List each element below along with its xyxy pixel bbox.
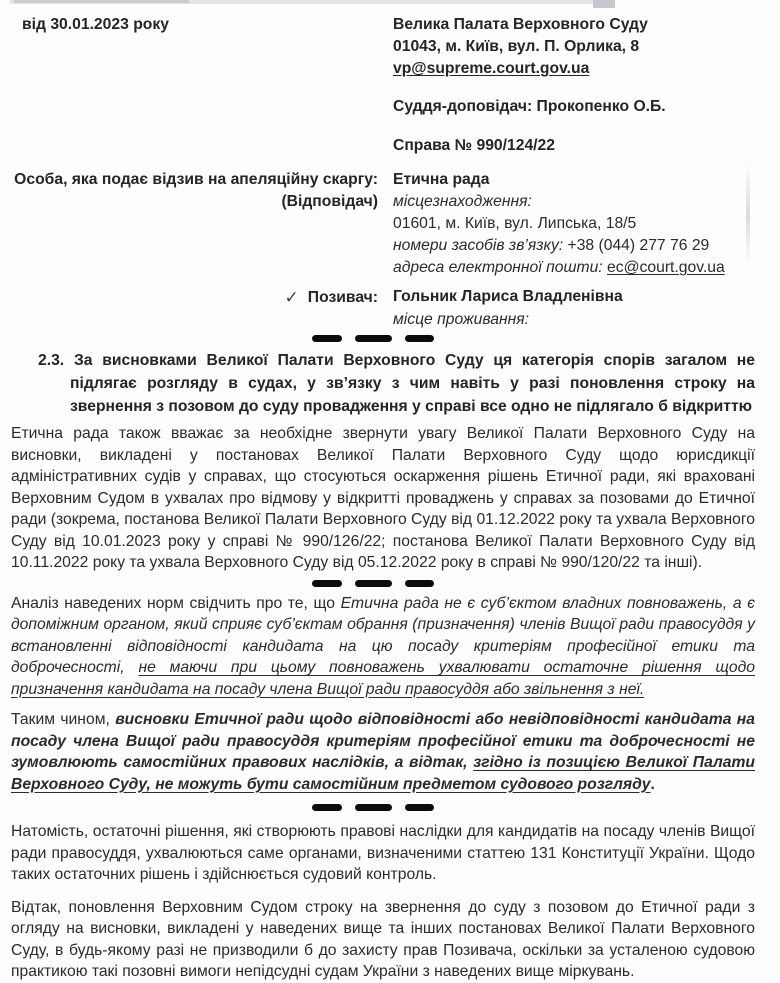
respondent-phone-label: номери засобів зв’язку: — [393, 237, 564, 254]
scan-artifact-top-blob — [593, 0, 615, 8]
court-address: 01043, м. Київ, вул. П. Орлика, 8 — [393, 38, 640, 55]
case-number: Справа № 990/124/22 — [393, 137, 555, 154]
document-header — [11, 14, 755, 157]
paragraph-2-lead: Аналіз наведених норм свідчить про те, що — [11, 594, 341, 612]
respondent-location-label: місцезнаходження: — [393, 193, 532, 210]
judge-line: Суддя-доповідач: Прокопенко О.Б. — [393, 98, 666, 115]
spacer — [393, 80, 755, 96]
scan-artifact-right-smudge — [746, 165, 750, 265]
redaction-bar — [355, 580, 392, 587]
redaction-bar — [405, 804, 434, 811]
respondent-email: ec@court.gov.ua — [607, 259, 725, 276]
paragraph-2 — [11, 593, 755, 701]
redaction-bar — [355, 335, 392, 342]
respondent-label-column — [11, 169, 378, 279]
plaintiff-name: Гольник Лариса Владленівна — [393, 288, 623, 305]
redaction-bar — [405, 335, 434, 342]
plaintiff-details-column — [393, 285, 755, 331]
redaction-bar — [312, 804, 342, 811]
plaintiff-label-column — [11, 285, 378, 331]
section-heading — [11, 349, 755, 418]
plaintiff-residence-label: місце проживання: — [393, 311, 529, 328]
respondent-label: Особа, яка подає відзив на апеляційну скаргу: — [14, 171, 378, 188]
respondent-phone: +38 (044) 277 76 29 — [567, 237, 710, 254]
redaction-bar — [312, 580, 342, 587]
respondent-name: Етична рада — [393, 171, 490, 188]
header-left-column — [11, 14, 378, 157]
plaintiff-label: Позивач: — [307, 289, 378, 306]
respondent-address: 01601, м. Київ, вул. Липська, 18/5 — [393, 215, 637, 232]
redaction-bar — [405, 580, 434, 587]
paragraph-1: Етична рада також вважає за необхідне звернути увагу Великої Палати Верховного Суду на висновки, викладені у постановах Великої Палати Верховного Суду щодо юрисдикції адміністративних судів у справах, що стосуються оскарження рішень Етичної ради, які враховані Верховним Судом в ухвалах про відмову у відкритті проваджень у справах за позовами до Етичної ради (зокрема, постанова Великої Палати Верховного Суду від 01.12.2022 року та ухвала Верховного Суду від 10.01.2023 року у справі № 990/126/22; постанова Великої Палати Верховного Суду від 10.11.2022 року та ухвала Верховного Суду від 05.12.2022 року в справі № 990/120/22 та інші). — [11, 425, 755, 571]
redaction-bars-group — [312, 580, 755, 587]
respondent-email-line — [393, 257, 755, 279]
court-name: Велика Палата Верховного Суду — [393, 16, 648, 33]
redaction-bar — [355, 804, 392, 811]
respondent-phone-line — [393, 235, 755, 257]
scan-artifact-top-dark-strip — [14, 0, 189, 3]
paragraph-3 — [11, 709, 755, 795]
respondent-email-label: адреса електронної пошти: — [393, 259, 603, 276]
paragraph-3-lead: Таким чином, — [11, 711, 116, 728]
paragraph-4: Натомість, остаточні рішення, які створюють правові наслідки для кандидатів на посаду членів Вищої ради правосуддя, ухвалюються саме органами, визначеними статтею 131 Конституції України. Щодо таких остаточних рішень і здійснюється судовий контроль. — [11, 823, 755, 883]
paragraph-5: Відтак, поновлення Верховним Судом строку на звернення до суду з позовом до Етичної ради з огляду на висновки, викладені у наведених вище та інших постановах Великої Палати Верховного Суду, в будь-якому разі не призводили б до захисту прав Позивача, оскільки за усталеною судовою практикою такі позовні вимоги непідсудні судам України з наведених вище міркувань. — [11, 898, 755, 980]
document-date: від 30.01.2023 року — [22, 16, 169, 33]
paragraph-2-italic: Етична рада не є суб’єктом владних повноважень, а є допоміжним органом, який сприяє суб’єктам обрання (призначення) членів Вищої ради правосуддя у встановленні відповідності кандидата на цю посаду критеріям професійної етики та доброчесності, — [11, 594, 755, 676]
section-number: 2.3. — [38, 352, 65, 369]
header-right-column — [393, 14, 755, 157]
paragraph-3-tail: . — [650, 775, 655, 793]
paragraph-3-bold-italic-underlined: згідно із позицією Великої Палати Верховного Суду, не можуть бути самостійним предметом судового розгляду — [11, 754, 756, 793]
respondent-details-column — [393, 169, 755, 279]
checkmark-icon: ✓ — [284, 288, 299, 307]
respondent-block — [11, 169, 755, 279]
plaintiff-block — [11, 285, 755, 331]
paragraph-3-bold-italic: висновки Етичної ради щодо відповідності або невідповідності кандидата на посаду члена Вищої ради правосуддя критеріям професійної етики та доброчесності не зумовлюють самостійних правових наслідків, а відтак, — [11, 711, 755, 771]
spacer — [393, 118, 755, 135]
redaction-bars-group — [312, 804, 755, 811]
court-email: vp@supreme.court.gov.ua — [393, 60, 590, 77]
section-heading-text: За висновками Великої Палати Верховного Суду ця категорія спорів загалом не підлягає розгляду в судах, у зв’язку з чим навіть у разі поновлення строку на звернення з позовом до суду провадження у справі все одно не підлягало б відкриттю — [70, 352, 756, 415]
respondent-sublabel: (Відповідач) — [281, 193, 378, 210]
redaction-bars-group — [312, 335, 755, 342]
redaction-bar — [312, 335, 342, 342]
paragraph-2-italic-underlined: не маючи при цьому повноважень ухвалювати остаточне рішення щодо призначення кандидата на посаду члена Вищої ради правосуддя або звільнення з неї. — [11, 659, 755, 698]
